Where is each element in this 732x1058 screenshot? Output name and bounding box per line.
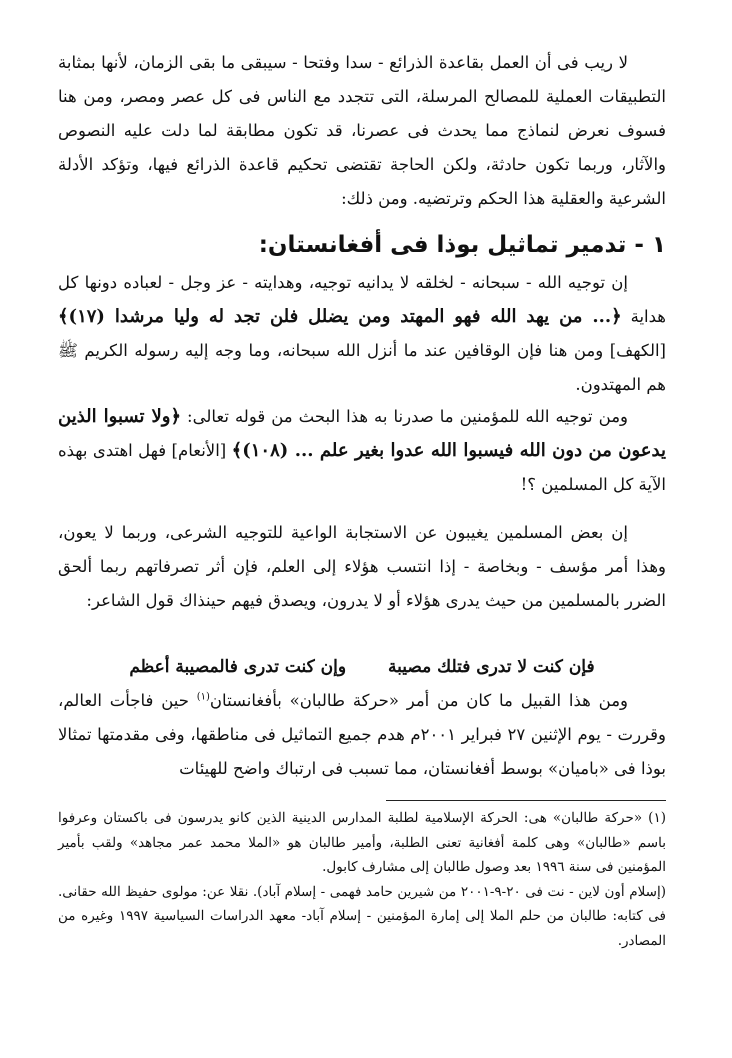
paragraph-text [58, 684, 666, 786]
quran-verse-kahf: ﴿... من يهد الله فهو المهتد ومن يضلل فلن تجد له وليا مرشدا (١٧)﴾ [58, 306, 622, 327]
quran-verse-anam: ﴿ولا تسبوا الذين يدعون من دون الله فيسبوا الله عدوا بغير علم ... (١٠٨)﴾ [58, 406, 667, 461]
footnote-item: (١) «حركة طالبان» هى: الحركة الإسلامية لطلبة المدارس الدينية الذين كانو يدرسون فى باكستان وعرفوا باسم «طالبان» وهى كلمة أفغانية تعنى الطلبة، وأمير طالبان هو «الملا محمد عمر مجاهد» ولقب بأمير المؤمنين فى سنة ١٩٩٦ بعد وصول طالبان إلى مشارف كابول. [58, 810, 666, 875]
footnote-reference: (١) [196, 691, 210, 703]
paragraph-text [58, 400, 666, 502]
paragraph-divine-guidance [58, 266, 666, 402]
intro-text: لا ريب فى أن العمل بقاعدة الذرائع - سدا وفتحا - سيبقى ما بقى الزمان، لأنها بمثابة التطبيقات العملية للمصالح المرسلة، التى تتجدد مع الناس فى كل عصر ومصر، ومن هنا فسوف نعرض لنماذج مما يحدث فى عصرنا، قد تكون مطابقة لما دلت عليه النصوص والآثار، وربما تكون حادثة، ولكن الحاجة تقتضى تحكيم قاعدة الذرائع فيها، وتؤكد الأدلة الشرعية والعقلية هذا الحكم وترتضيه. ومن ذلك: [58, 53, 666, 208]
paragraph-taliban [58, 684, 666, 786]
paragraph-text-before: ومن هذا القبيل ما كان من أمر «حركة طالبان» بأفغانستان [209, 691, 628, 710]
section-heading: ١ - تدمير تماثيل بوذا فى أفغانستان: [258, 232, 666, 258]
paragraph-text: إن بعض المسلمين يغيبون عن الاستجابة الواعية للتوجيه الشرعى، وربما لا يعون، وهذا أمر مؤسف - وبخاصة - إذا انتسب هؤلاء إلى العلم، فإن أثر تصرفاتهم ربما ألحق الضرر بالمسلمين من حيث يدرى هؤلاء أو لا يدرون، ويصدق فيهم حينذاك قول الشاعر: [58, 523, 666, 610]
paragraph-text [58, 266, 666, 402]
paragraph-text-before: إن توجيه الله - سبحانه - لخلقه لا يدانيه توجيه، وهدايته - عز وجل - لعباده دونها كل هداية [58, 273, 666, 326]
paragraph-anam-verse [58, 400, 666, 502]
paragraph-text-after: [الأنعام] فهل اهتدى بهذه الآية كل المسلمين ؟! [58, 441, 666, 494]
footnote-item: (إسلام أون لاين - نت فى ٢٠-٩-٢٠٠١ من شيرين حامد فهمى - إسلام آباد). نقلا عن: مولوى حفيظ الله حقانى. فى كتابه: طالبان من حلم الملا إلى إمارة المؤمنين - إسلام آباد- معهد الدراسات السياسية ١٩٩٧ وغيره من المصادر. [58, 883, 667, 949]
paragraph-text-after: حين فاجأت العالم، وقررت - يوم الإثنين ٢٧ فبراير ٢٠٠١م هدم جميع التماثيل فى مناطقها، وفى مقدمتها تمثالا بوذا فى «باميان» بوسط أفغانستان، مما تسبب فى ارتباك واضح للهيئات [58, 691, 666, 778]
paragraph-text-after: [الكهف] ومن هنا فإن الوقافين عند ما أنزل الله سبحانه، وما وجه إليه رسوله الكريم ﷺ هم المهتدون. [58, 341, 666, 394]
paragraph-muslims-response [58, 516, 666, 618]
poem-hemistich-second: وإن كنت تدرى فالمصيبة أعظم [129, 657, 347, 677]
footnotes [58, 806, 666, 953]
poem-verse [58, 650, 666, 684]
paragraph-text-before: ومن توجيه الله للمؤمنين ما صدرنا به هذا البحث من قوله تعالى: [187, 407, 629, 426]
poem-hemistich-first: فإن كنت لا تدرى فتلك مصيبة [388, 657, 595, 677]
footnote-separator [386, 800, 666, 801]
intro-paragraph [58, 46, 666, 216]
